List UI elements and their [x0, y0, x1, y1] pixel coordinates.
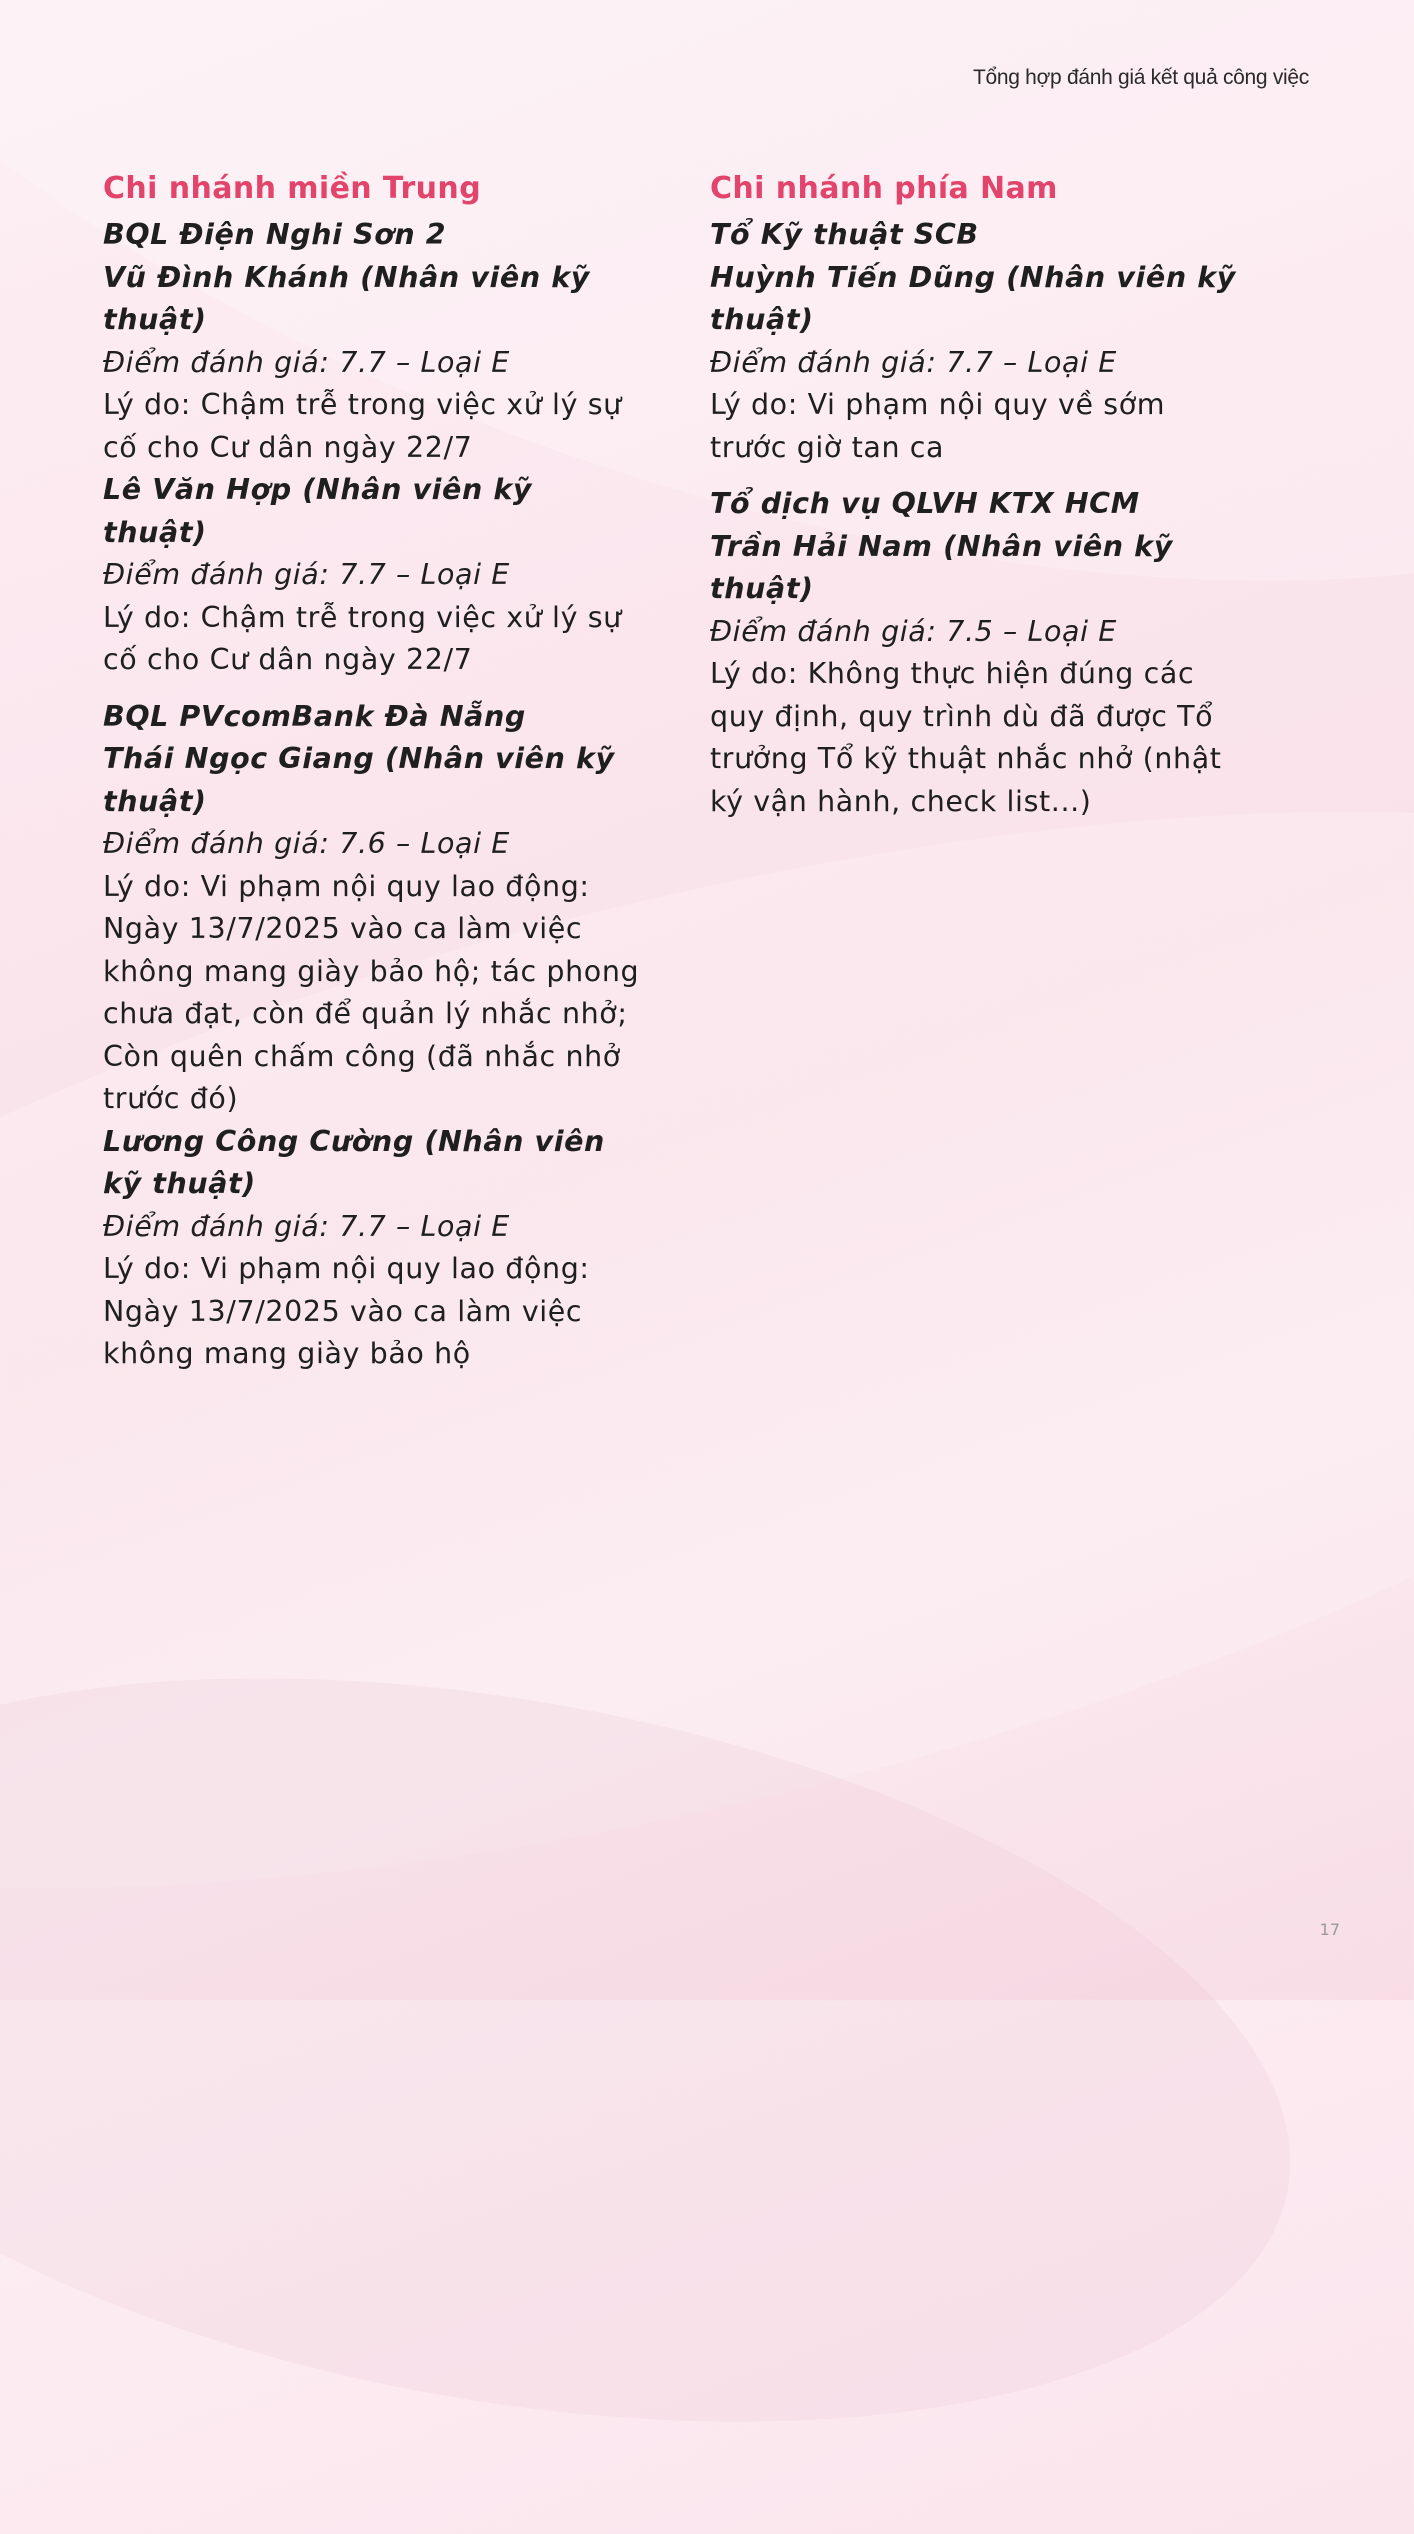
unit-name: Tổ Kỹ thuật SCB	[710, 218, 979, 251]
evaluation-reason: Lý do: Không thực hiện đúng các quy định, quy trình dù đã được Tổ trưởng Tổ kỹ thuật nhắc nhở (nhật ký vận hành, check list...)	[710, 657, 1222, 818]
evaluation-reason: Lý do: Vi phạm nội quy lao động: Ngày 13/7/2025 vào ca làm việc không mang giày bảo hộ; tác phong chưa đạt, còn để quản lý nhắc nhở; Còn quên chấm công (đã nhắc nhở trước đó)	[103, 869, 640, 1115]
background-swoosh	[0, 1566, 1349, 2533]
evaluation-reason: Lý do: Chậm trễ trong việc xử lý sự cố cho Cư dân ngày 22/7	[103, 600, 622, 676]
evaluation-reason: Lý do: Vi phạm nội quy về sớm trước giờ tan ca	[710, 388, 1166, 464]
evaluation-reason: Lý do: Chậm trễ trong việc xử lý sự cố cho Cư dân ngày 22/7	[103, 388, 622, 464]
evaluation-score: Điểm đánh giá: 7.5 – Loại E	[710, 614, 1117, 648]
unit-name: Tổ dịch vụ QLVH KTX HCM	[710, 487, 1140, 520]
section-heading: Chi nhánh phía Nam	[710, 171, 1058, 206]
employee-name: Trần Hải Nam (Nhân viên kỹ thuật)	[710, 529, 1173, 605]
section-central-branch	[103, 168, 643, 1390]
evaluation-score: Điểm đánh giá: 7.7 – Loại E	[103, 1209, 510, 1243]
evaluation-score: Điểm đánh giá: 7.7 – Loại E	[103, 558, 510, 591]
section-heading: Chi nhánh miền Trung	[103, 171, 482, 206]
section-southern-branch	[710, 168, 1250, 837]
unit-block	[710, 483, 1250, 823]
unit-block	[103, 696, 643, 1376]
employee-name: Lương Công Cường (Nhân viên kỹ thuật)	[103, 1124, 605, 1200]
employee-name: Thái Ngọc Giang (Nhân viên kỹ thuật)	[103, 742, 615, 818]
evaluation-score: Điểm đánh giá: 7.7 – Loại E	[103, 345, 510, 379]
employee-name: Vũ Đình Khánh (Nhân viên kỹ thuật)	[103, 260, 590, 336]
evaluation-reason: Lý do: Vi phạm nội quy lao động: Ngày 13/7/2025 vào ca làm việc không mang giày bảo hộ	[103, 1252, 590, 1370]
unit-name: BQL PVcomBank Đà Nẵng	[103, 699, 526, 733]
unit-block	[710, 214, 1250, 469]
unit-block	[103, 214, 643, 682]
page-number: 17	[1319, 1920, 1340, 1939]
employee-name: Huỳnh Tiến Dũng (Nhân viên kỹ thuật)	[710, 260, 1236, 336]
employee-name: Lê Văn Hợp (Nhân viên kỹ thuật)	[103, 473, 533, 549]
evaluation-score: Điểm đánh giá: 7.6 – Loại E	[103, 827, 510, 860]
running-header: Tổng hợp đánh giá kết quả công việc	[972, 66, 1309, 89]
evaluation-score: Điểm đánh giá: 7.7 – Loại E	[710, 345, 1117, 379]
unit-name: BQL Điện Nghi Sơn 2	[103, 218, 447, 251]
